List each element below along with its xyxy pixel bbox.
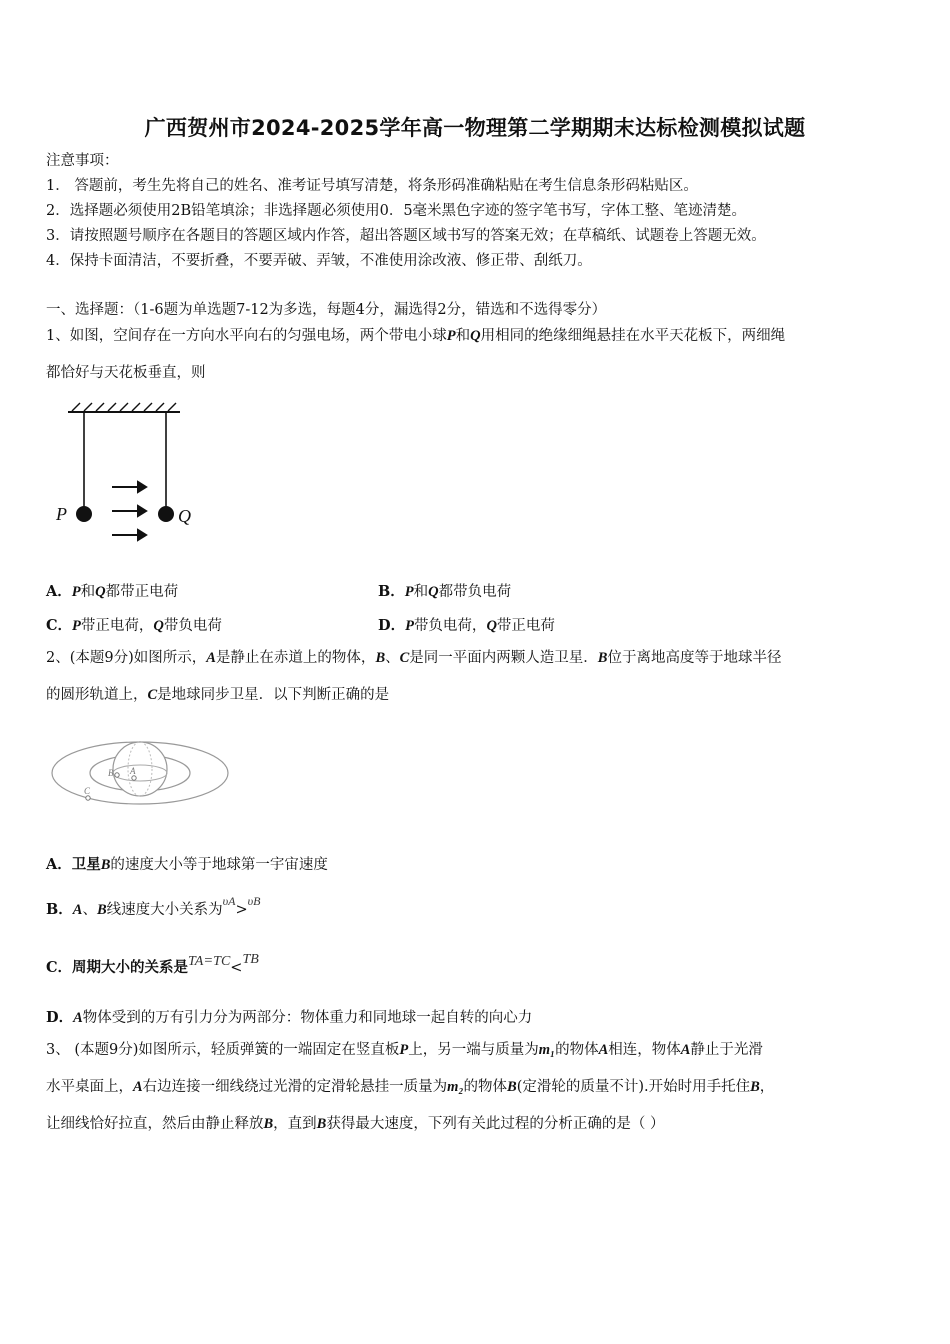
q2-text: 是同一平面内两颗人造卫星． <box>409 650 598 666</box>
q3-stem-line1 <box>46 1040 763 1060</box>
option-text: 带正电荷 <box>496 618 555 634</box>
math-lt: < <box>230 960 243 976</box>
option-label: C．周期大小的关系是 <box>46 959 189 976</box>
ball-q <box>158 506 174 522</box>
math-eq: = <box>203 953 214 969</box>
option-text: 线速度大小关系为 <box>106 902 223 918</box>
option-text: 带负电荷 <box>163 618 222 634</box>
option-text: 物体受到的万有引力分为两部分：物体重力和同地球一起自转的向心力 <box>82 1010 533 1026</box>
math-vb: υB <box>247 894 261 908</box>
option-label: D． <box>46 1009 74 1026</box>
var-m1: m₁ <box>538 1042 556 1058</box>
q1-text: 1、如图，空间存在一方向水平向右的匀强电场，两个带电小球 <box>46 328 447 344</box>
option-text: 都带正电荷 <box>105 584 179 600</box>
ball-p <box>76 506 92 522</box>
option-label: C． <box>46 617 73 634</box>
q3-text: 水平桌面上， <box>46 1079 133 1095</box>
point-a <box>132 776 136 780</box>
var-p: P <box>404 584 414 600</box>
notes-heading: 注意事项： <box>46 153 119 169</box>
math-gt: > <box>235 902 248 918</box>
point-c <box>86 796 90 800</box>
fig-label-c: C <box>84 786 91 796</box>
q2-option-d[interactable] <box>46 1006 532 1027</box>
var-c: C <box>399 650 410 666</box>
math-tc: TC <box>213 954 231 969</box>
var-p: P <box>72 618 81 634</box>
var-q: Q <box>428 584 439 600</box>
q3-text: 上，另一端与质量为 <box>408 1042 539 1058</box>
field-arrows <box>112 482 146 540</box>
var-b: B <box>100 857 111 873</box>
note-item: 1． 答题前，考生先将自己的姓名、准考证号填写清楚，将条形码准确粘贴在考生信息条形码粘贴区。 <box>46 178 698 194</box>
option-text: 带负电荷， <box>413 618 487 634</box>
option-label: D． <box>378 617 406 634</box>
q3-stem-line3 <box>46 1114 664 1134</box>
var-a: A <box>598 1042 609 1058</box>
earth <box>113 742 167 796</box>
q3-text: ，直到 <box>273 1116 317 1132</box>
note-item: 3．请按照题号顺序在各题目的答题区域内作答，超出答题区域书写的答案无效；在草稿纸、试题卷上答题无效。 <box>46 228 766 244</box>
q2-text: 、 <box>385 650 400 666</box>
fig-label-p: P <box>56 504 67 524</box>
q1-option-b[interactable] <box>378 580 511 601</box>
var-a: A <box>72 902 83 918</box>
var-q: Q <box>486 618 497 634</box>
fig-label-b: B <box>108 768 114 778</box>
q3-text: 静止于光滑 <box>690 1042 763 1058</box>
var-q: Q <box>95 584 106 600</box>
page-title: 广西贺州市2024-2025学年高一物理第二学期期末达标检测模拟试题 <box>144 116 806 140</box>
q2-option-b[interactable] <box>46 894 261 919</box>
math-va: υA <box>222 894 236 908</box>
option-text: 和 <box>80 584 96 600</box>
q2-option-c[interactable] <box>46 952 259 977</box>
var-b: B <box>507 1079 517 1095</box>
var-a: A <box>73 1010 83 1026</box>
var-p: P <box>399 1042 409 1058</box>
q1-text: 用相同的绝缘细绳悬挂在水平天花板下，两细绳 <box>480 328 786 344</box>
var-p: P <box>405 618 414 634</box>
fig-label-a: A <box>130 766 136 776</box>
option-label: B． <box>46 901 73 918</box>
q1-option-a[interactable] <box>46 580 178 601</box>
note-item: 4．保持卡面清洁，不要折叠，不要弄破、弄皱，不准使用涂改液、修正带、刮纸刀。 <box>46 253 592 269</box>
var-b: B <box>263 1116 274 1132</box>
option-label: A． <box>46 583 72 600</box>
q1-stem-line2: 都恰好与天花板垂直，则 <box>46 365 206 381</box>
option-text: 的速度大小等于地球第一宇宙速度 <box>110 857 328 873</box>
q2-text: 是静止在赤道上的物体， <box>215 650 376 666</box>
note-item: 2．选择题必须使用2B铅笔填涂；非选择题必须使用0．5毫米黑色字迹的签字笔书写，字体工整、笔迹清楚。 <box>46 203 747 219</box>
var-b: B <box>597 650 608 666</box>
var-b: B <box>96 902 107 918</box>
var-b: B <box>375 650 386 666</box>
q3-text: 相连，物体 <box>608 1042 681 1058</box>
q1-stem-line1 <box>46 326 785 346</box>
var-m2: m₂ <box>447 1079 464 1095</box>
var-b: B <box>316 1116 327 1132</box>
q3-text: ， <box>759 1079 775 1095</box>
q3-text: 右边连接一细线绕过光滑的定滑轮悬挂一质量为 <box>142 1079 448 1095</box>
option-label: B． <box>378 583 405 600</box>
option-text: 都带负电荷 <box>438 584 512 600</box>
q3-text: 的物体 <box>555 1042 599 1058</box>
var-c: C <box>147 687 158 703</box>
option-label: A．卫星 <box>46 856 101 873</box>
q2-figure <box>46 724 236 820</box>
math-ta: TA <box>188 954 204 969</box>
fig-label-q: Q <box>178 506 191 526</box>
q2-text: 是地球同步卫星．以下判断正确的是 <box>157 687 390 703</box>
q2-text: 2、(本题9分)如图所示， <box>46 650 207 666</box>
option-text: 和 <box>413 584 429 600</box>
q1-text: 和 <box>455 328 471 344</box>
q1-option-c[interactable] <box>46 614 222 635</box>
q1-var-q: Q <box>470 328 481 344</box>
math-tb: TB <box>242 952 259 967</box>
var-a: A <box>133 1079 143 1095</box>
var-b: B <box>750 1079 760 1095</box>
q2-stem-line2 <box>46 685 389 705</box>
var-a: A <box>680 1042 691 1058</box>
ceiling-hatch <box>72 403 176 411</box>
q3-text: (定滑轮的质量不计).开始时用手托住 <box>516 1079 751 1095</box>
var-a: A <box>206 650 216 666</box>
q1-option-d[interactable] <box>378 614 555 635</box>
section-heading: 一、选择题：（1-6题为单选题7-12为多选，每题4分，漏选得2分，错选和不选得零分） <box>46 302 607 318</box>
var-q: Q <box>153 618 164 634</box>
option-text: 、 <box>82 902 97 918</box>
q2-text: 的圆形轨道上， <box>46 687 148 703</box>
q2-stem-line1 <box>46 648 781 668</box>
var-p: P <box>71 584 81 600</box>
q3-stem-line2 <box>46 1077 774 1097</box>
q3-text: 让细线恰好拉直，然后由静止释放 <box>46 1116 264 1132</box>
q3-text: 获得最大速度，下列有关此过程的分析正确的是（ ） <box>326 1116 665 1132</box>
option-text: 带正电荷， <box>80 618 154 634</box>
point-b <box>115 773 119 777</box>
q2-option-a[interactable] <box>46 853 328 874</box>
q3-text: 3、 (本题9分)如图所示，轻质弹簧的一端固定在竖直板 <box>46 1042 400 1058</box>
q3-text: 的物体 <box>463 1079 508 1095</box>
q2-text: 位于离地高度等于地球半径 <box>607 650 782 666</box>
q1-figure <box>54 400 204 550</box>
q1-var-p: P <box>446 328 456 344</box>
